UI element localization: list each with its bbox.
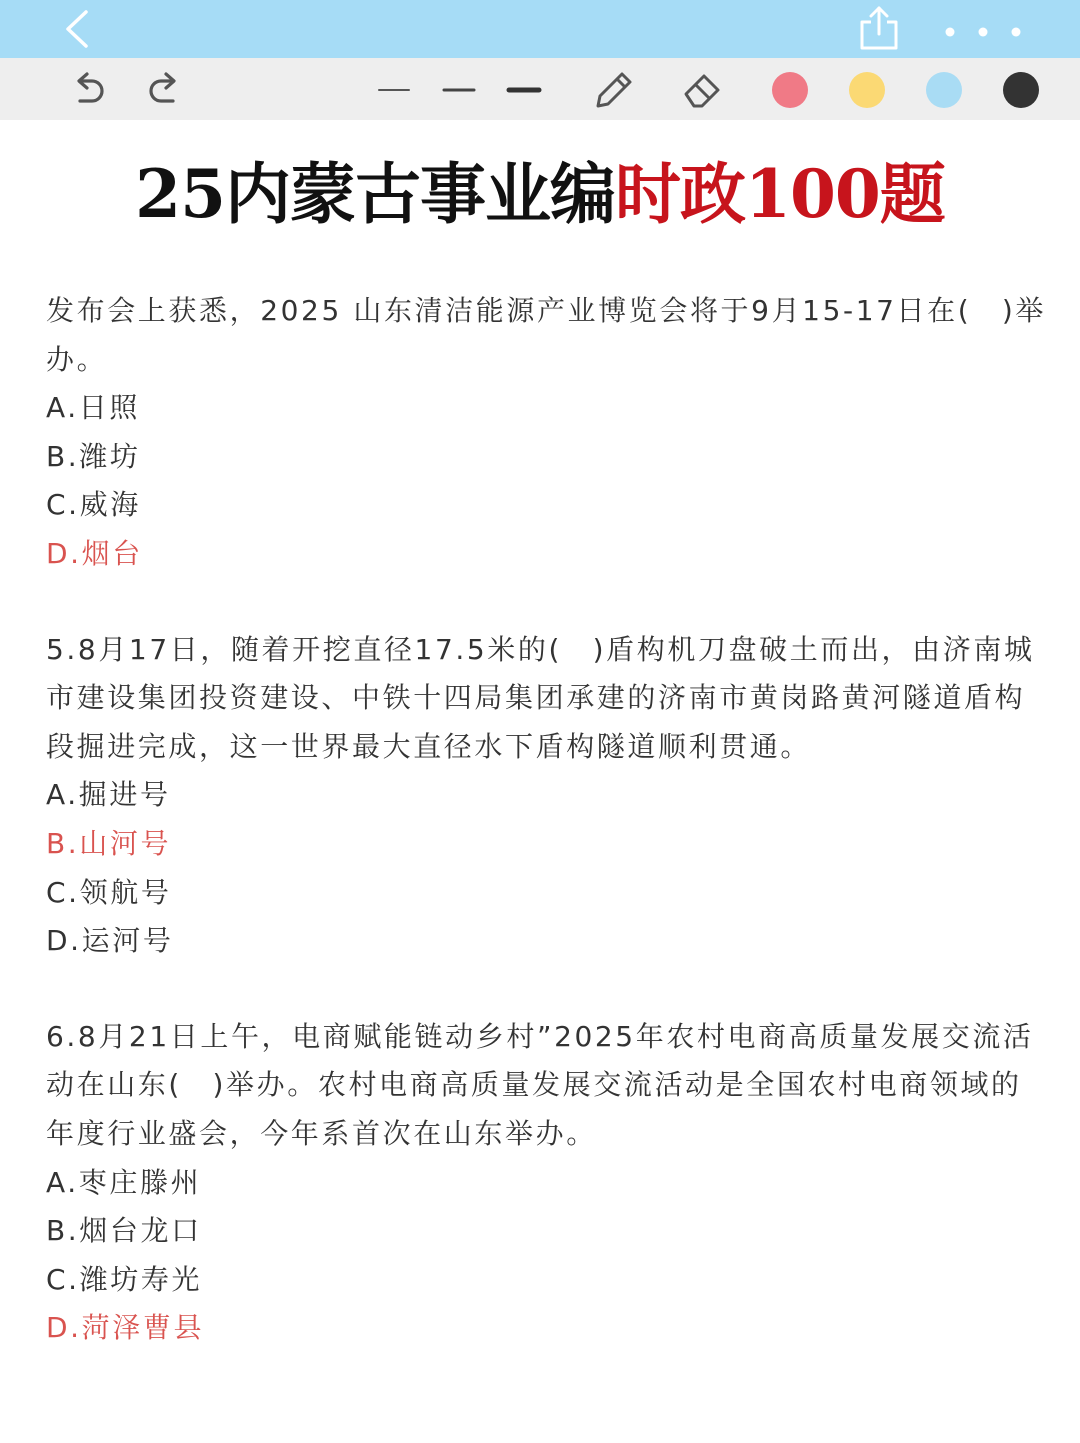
color-swatch-blue[interactable] bbox=[926, 72, 962, 108]
option-c: C.威海 bbox=[46, 488, 141, 522]
more-dots-icon[interactable] bbox=[938, 20, 1028, 44]
back-chevron-icon[interactable] bbox=[56, 6, 100, 52]
share-icon[interactable] bbox=[858, 4, 900, 52]
question-stem: 发布会上获悉，2025 山东清洁能源产业博览会将于9月15-17日在( )举办。 bbox=[46, 294, 1046, 376]
medium-line-icon[interactable] bbox=[441, 66, 477, 112]
option-a: A.日照 bbox=[46, 391, 140, 425]
undo-icon[interactable] bbox=[68, 66, 108, 112]
question-stem: 5.8月17日，随着开挖直径17.5米的( )盾构机刀盘破土而出，由济南城市建设集团投资建设、中铁十四局集团承建的济南市黄岗路黄河隧道盾构段掘进完成，这一世界最大直径水下盾构隧道顺利贯通。 bbox=[46, 632, 1035, 763]
drawing-toolbar bbox=[0, 58, 1080, 120]
option-b: B.潍坊 bbox=[46, 439, 141, 473]
question-item bbox=[46, 287, 1046, 579]
page-title bbox=[0, 148, 1080, 240]
option-a: A.枣庄滕州 bbox=[46, 1165, 202, 1199]
pencil-icon[interactable] bbox=[590, 66, 636, 112]
option-d: D.运河号 bbox=[46, 924, 174, 958]
option-d-answer: D.烟台 bbox=[46, 536, 143, 570]
question-item bbox=[46, 1013, 1046, 1353]
eraser-icon[interactable] bbox=[680, 66, 722, 112]
option-d-answer: D.菏泽曹县 bbox=[46, 1311, 205, 1345]
option-b-answer: B.山河号 bbox=[46, 826, 172, 860]
redo-icon[interactable] bbox=[145, 66, 185, 112]
option-c: C.潍坊寿光 bbox=[46, 1262, 203, 1296]
option-c: C.领航号 bbox=[46, 875, 172, 909]
color-swatch-pink[interactable] bbox=[772, 72, 808, 108]
thin-line-icon[interactable] bbox=[376, 66, 412, 112]
question-stem: 6.8月21日上午，电商赋能链动乡村”2025年农村电商高质量发展交流活动在山东( )举办。农村电商高质量发展交流活动是全国农村电商领域的年度行业盛会，今年系首次在山东举办。 bbox=[46, 1019, 1034, 1150]
thick-line-icon[interactable] bbox=[506, 66, 542, 112]
title-main: 25内蒙古事业编 bbox=[135, 155, 616, 233]
color-swatch-black[interactable] bbox=[1003, 72, 1039, 108]
top-nav-bar bbox=[0, 0, 1080, 58]
option-b: B.烟台龙口 bbox=[46, 1214, 202, 1248]
question-list bbox=[46, 287, 1046, 1400]
question-item bbox=[46, 626, 1046, 966]
title-highlight: 时政100题 bbox=[615, 155, 945, 233]
color-swatch-yellow[interactable] bbox=[849, 72, 885, 108]
option-a: A.掘进号 bbox=[46, 778, 171, 812]
